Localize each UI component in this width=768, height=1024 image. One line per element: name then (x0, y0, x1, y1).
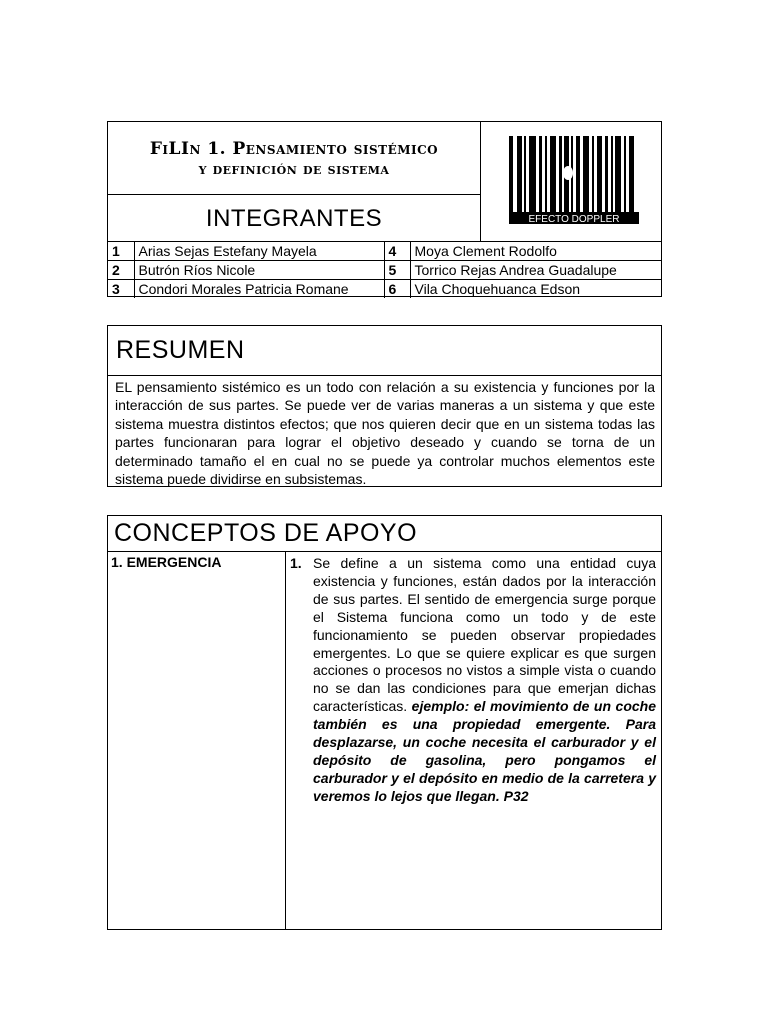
document-title: FiLIn 1. Pensamiento sistémico (149, 138, 439, 159)
member-name: Vila Choquehuanca Edson (410, 280, 661, 299)
table-row (108, 261, 661, 280)
conceptos-box (107, 515, 662, 930)
member-number: 4 (384, 242, 410, 261)
member-number: 6 (384, 280, 410, 299)
table-row (108, 242, 661, 261)
member-name: Arias Sejas Estefany Mayela (134, 242, 384, 261)
member-number: 3 (108, 280, 134, 299)
logo-cell (481, 122, 661, 242)
header-box (107, 121, 662, 297)
resumen-box (107, 325, 662, 487)
members-heading: INTEGRANTES (108, 195, 481, 242)
member-name: Moya Clement Rodolfo (410, 242, 661, 261)
definition-number: 1. (290, 555, 302, 571)
member-name: Torrico Rejas Andrea Guadalupe (410, 261, 661, 280)
members-table (108, 241, 661, 298)
barcode-logo-icon (509, 136, 639, 228)
concept-term: 1. EMERGENCIA (108, 552, 286, 929)
conceptos-heading: CONCEPTOS DE APOYO (108, 516, 661, 552)
definition-example: ejemplo: el movimiento de un coche también es una propiedad emergente. Para desplazarse, un coche necesita el carburador y el depósito de gasolina, pero pongamos el carburador y el depósito en medio de la carretera y veremos lo lejos que llegan. P32 (313, 698, 656, 804)
member-number: 1 (108, 242, 134, 261)
member-number: 2 (108, 261, 134, 280)
definition-body: Se define a un sistema como una entidad cuya existencia y funciones, están dados por la interacción de sus partes. El sentido de emergencia surge porque el Sistema funciona como un todo y de este funcionamiento se pueden observar propiedades emergentes. Lo que se quiere explicar es que surgen acciones o procesos no vistos a simple vista o cuando no se dan las condiciones para que emerjan dichas características. (313, 555, 656, 715)
resumen-heading: RESUMEN (108, 326, 661, 376)
concept-definition-cell (286, 552, 661, 929)
title-cell (108, 122, 481, 195)
member-name: Butrón Ríos Nicole (134, 261, 384, 280)
document-subtitle: y definición de sistema (198, 159, 390, 178)
definition-text (313, 555, 656, 806)
resumen-text: EL pensamiento sistémico es un todo con relación a su existencia y funciones por la interacción de sus partes. Se puede ver de varias maneras a un sistema y que este sistema muestra distintos efectos; que nos quieren decir que en un sistema todas las partes funcionaran para lograr el objetivo deseado y cuando se torna de un determinado tamaño el en cual no se puede ya controlar muchos elementos este sistema puede dividirse en subsistemas. (115, 379, 655, 488)
logo-caption: EFECTO DOPPLER (528, 214, 620, 225)
member-name: Condori Morales Patricia Romane (134, 280, 384, 299)
table-row (108, 280, 661, 299)
member-number: 5 (384, 261, 410, 280)
